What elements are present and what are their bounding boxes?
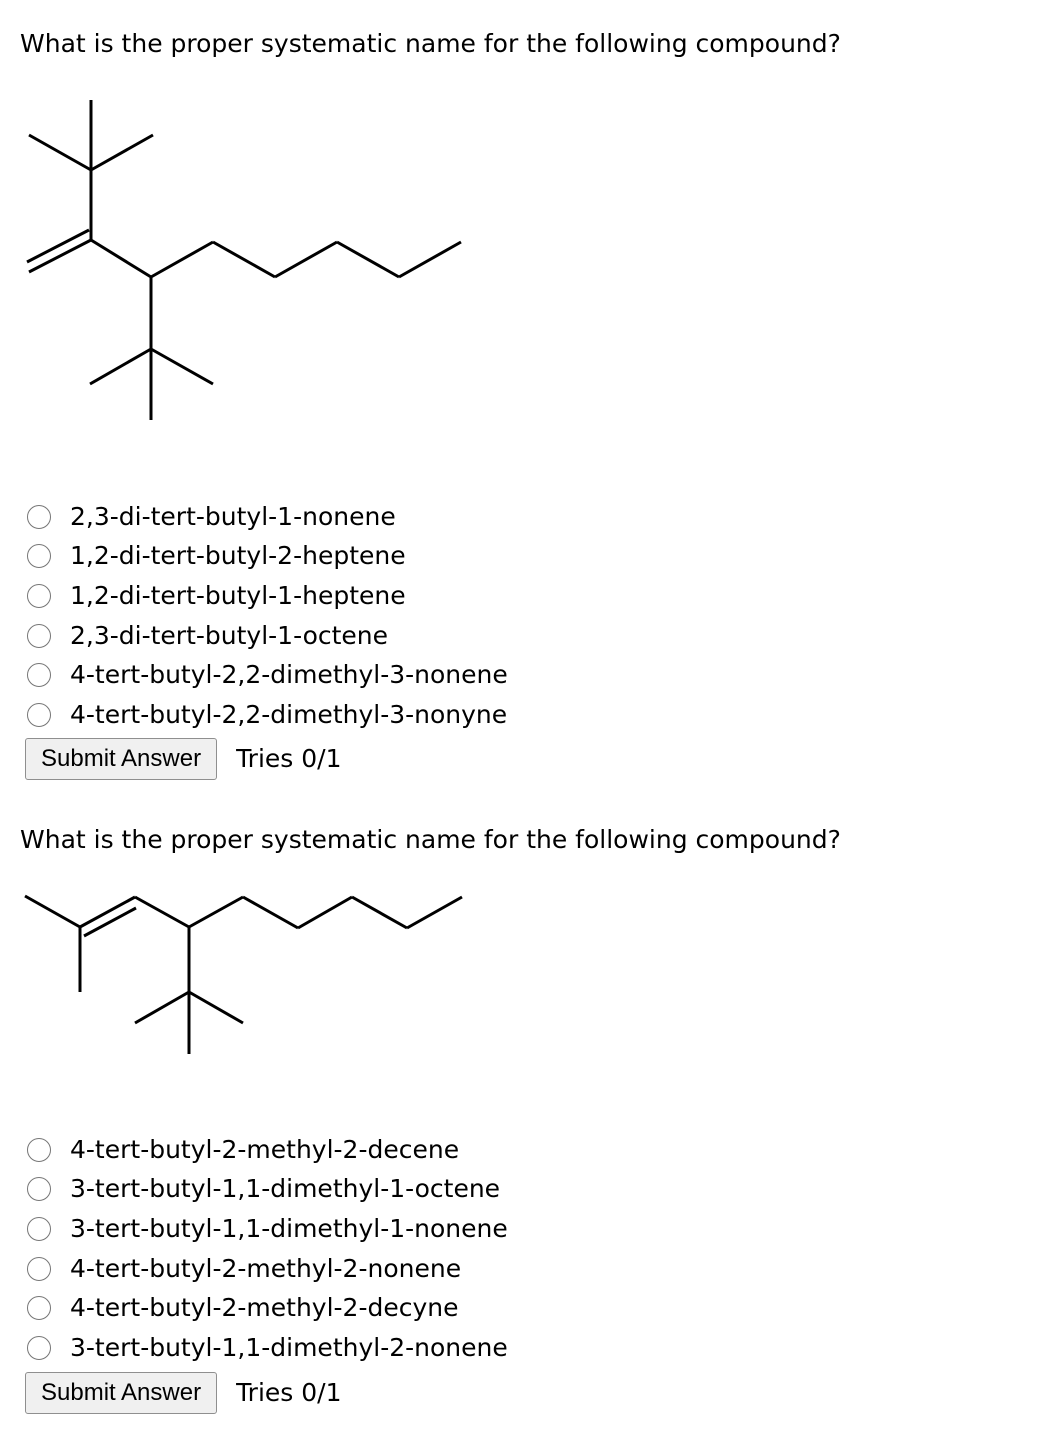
radio-button[interactable] — [27, 703, 51, 727]
answer-option-label: 2,3-di-tert-butyl-1-nonene — [70, 501, 396, 531]
radio-button[interactable] — [27, 1177, 51, 1201]
answer-option[interactable] — [27, 655, 508, 695]
question-1-structure-image — [0, 0, 480, 440]
radio-button[interactable] — [27, 663, 51, 687]
radio-button[interactable] — [27, 1296, 51, 1320]
answer-option-label: 3-tert-butyl-1,1-dimethyl-2-nonene — [70, 1332, 508, 1362]
answer-option-label: 4-tert-butyl-2,2-dimethyl-3-nonene — [70, 660, 508, 690]
tries-counter: Tries 0/1 — [236, 1378, 342, 1407]
radio-button[interactable] — [27, 584, 51, 608]
answer-option[interactable] — [27, 1170, 508, 1210]
question-1-prompt: What is the proper systematic name for the following compound? — [20, 29, 841, 58]
answer-option-label: 4-tert-butyl-2-methyl-2-nonene — [70, 1253, 462, 1283]
answer-option[interactable] — [27, 1130, 508, 1170]
answer-option[interactable] — [27, 576, 508, 616]
question-2-prompt: What is the proper systematic name for the following compound? — [20, 825, 841, 854]
question-1-options — [27, 497, 508, 735]
answer-option-label: 3-tert-butyl-1,1-dimethyl-1-nonene — [70, 1213, 508, 1243]
answer-option-label: 4-tert-butyl-2-methyl-2-decyne — [70, 1293, 459, 1323]
radio-button[interactable] — [27, 1257, 51, 1281]
question-1-submit-row — [25, 738, 342, 780]
answer-option[interactable] — [27, 1249, 508, 1289]
radio-button[interactable] — [27, 1336, 51, 1360]
question-2-structure-image — [0, 870, 480, 1060]
radio-button[interactable] — [27, 1217, 51, 1241]
answer-option-label: 4-tert-butyl-2,2-dimethyl-3-nonyne — [70, 699, 508, 729]
question-2-submit-row — [25, 1372, 342, 1414]
question-2-options — [27, 1130, 508, 1368]
answer-option-label: 3-tert-butyl-1,1-dimethyl-1-octene — [70, 1174, 501, 1204]
radio-button[interactable] — [27, 624, 51, 648]
answer-option[interactable] — [27, 1328, 508, 1368]
answer-option[interactable] — [27, 1209, 508, 1249]
answer-option[interactable] — [27, 616, 508, 656]
radio-button[interactable] — [27, 544, 51, 568]
answer-option-label: 4-tert-butyl-2-methyl-2-decene — [70, 1134, 460, 1164]
radio-button[interactable] — [27, 1138, 51, 1162]
radio-button[interactable] — [27, 505, 51, 529]
answer-option-label: 2,3-di-tert-butyl-1-octene — [70, 620, 389, 650]
answer-option-label: 1,2-di-tert-butyl-1-heptene — [70, 580, 406, 610]
submit-answer-button[interactable]: Submit Answer — [25, 1372, 217, 1414]
answer-option[interactable] — [27, 1288, 508, 1328]
answer-option-label: 1,2-di-tert-butyl-2-heptene — [70, 541, 406, 571]
answer-option[interactable] — [27, 537, 508, 577]
submit-answer-button[interactable]: Submit Answer — [25, 738, 217, 780]
answer-option[interactable] — [27, 695, 508, 735]
tries-counter: Tries 0/1 — [236, 744, 342, 773]
answer-option[interactable] — [27, 497, 508, 537]
